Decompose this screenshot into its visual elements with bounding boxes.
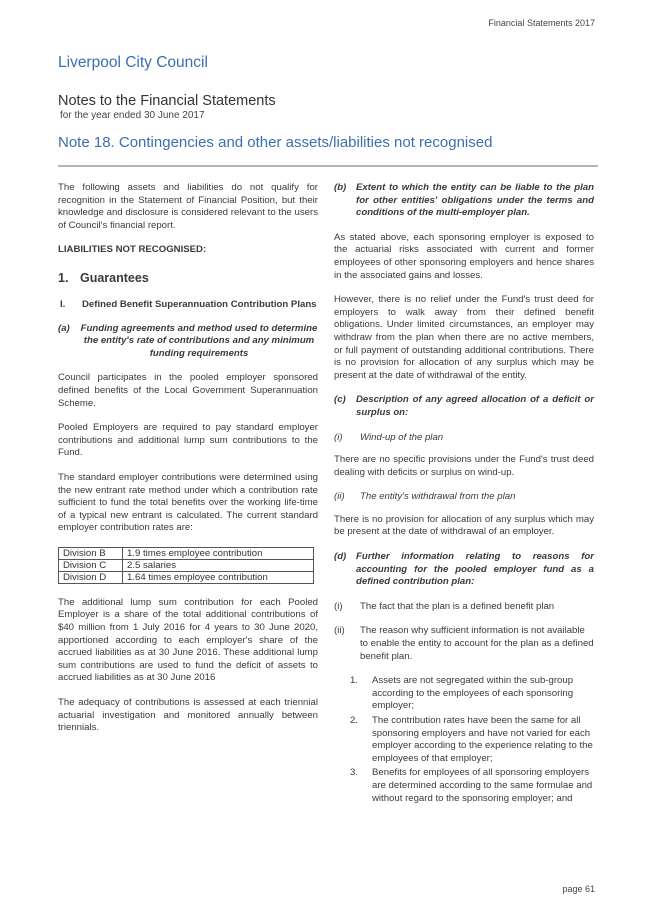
subheading-c-i-title: Wind-up of the plan [360,431,444,443]
page-number: page 61 [562,884,595,894]
list-item [350,715,594,765]
period-subtitle: for the year ended 30 June 2017 [60,110,205,121]
heading-a-label: (a) [58,322,70,334]
heading-d-label: (d) [334,551,347,563]
item-d-ii-text: The reason why sufficient information is not available to enable the entity to account for the plan as a defined benefit plan. [360,625,594,662]
paragraph: As stated above, each sponsoring employer is exposed to the actuarial risks associated with current and former employees of other sponsoring employers and hence shares in the associated gains and losses. [334,231,594,281]
paragraph: However, there is no relief under the Fund's trust deed for employers to walk away from their defined benefit obligations. Under limited circumstances, an employer may withdraw from the plan when there are no active members, or full payment of outstanding additional contributions. There is no provision for allocation of any surplus which may be present at the date of withdrawal of the entity. [334,294,594,381]
list-item-text: The contribution rates have been the same for all sponsoring employers and have not varied for each employer according to the experience relating to the employees of that employer; [372,715,593,764]
item-d-i [334,601,594,614]
subsection-number: I. [60,298,66,310]
rate-cell: 1.64 times employee contribution [123,571,314,583]
heading-d-title: Further information relating to reasons for accounting for the pooled employer fund as a defined contribution plan: [356,551,594,588]
notes-title: Notes to the Financial Statements [58,93,276,109]
item-d-i-label: (i) [334,600,343,612]
right-column [334,182,594,807]
rate-cell: 2.5 salaries [123,559,314,571]
heading-c-title: Description of any agreed allocation of a deficit or surplus on: [356,394,594,418]
subheading-c-i [334,432,594,445]
table-row [59,547,314,559]
division-cell: Division C [59,559,123,571]
paragraph: The adequacy of contributions is assessed at each triennial actuarial investigation and monitored annually between triennials. [58,697,318,734]
rate-cell: 1.9 times employee contribution [123,547,314,559]
heading-b-title: Extent to which the entity can be liable to the plan for other entities' obligations under the terms and conditions of the multi-employer plan. [356,182,594,219]
division-cell: Division D [59,571,123,583]
document-label: Financial Statements 2017 [488,18,595,28]
subheading-c-ii-title: The entity's withdrawal from the plan [360,491,516,503]
section-number: 1. [58,270,69,285]
list-item-number: 3. [350,767,359,779]
section-heading [58,272,318,285]
list-item-number: 1. [350,675,359,687]
list-item-number: 2. [350,715,359,726]
note-heading: Note 18. Contingencies and other assets/liabilities not recognised [58,134,493,151]
item-d-ii-label: (ii) [334,625,345,637]
paragraph: There is no provision for allocation of any surplus which may be present at the date of withdrawal of an employer. [334,513,594,538]
paragraph: The additional lump sum contribution for each Pooled Employer is a share of the total additional contributions of $40 million from 1 July 2016 for 4 years to 30 June 2020, apportioned according to each employer's share of the accrued liabilities as at 30 June 2016. These additional lump sum contributions are used to fund the deficit of assets to accrued liabilities as at 30 June 2016 [58,596,318,684]
liabilities-heading: LIABILITIES NOT RECOGNISED: [58,244,207,256]
item-d-i-text: The fact that the plan is a defined benefit plan [360,600,555,612]
paragraph: Pooled Employers are required to pay standard employer contributions and additional lump sum contributions to the Fund. [58,422,318,459]
list-item-text: Benefits for employees of all sponsoring employers are determined according to the same formulae and without regard to the sponsoring employer; and [372,767,593,804]
heading-d [334,551,594,589]
list-item [350,767,594,805]
paragraph: The standard employer contributions were determined using the new entrant rate method under which a contribution rate sufficient to fund the total benefits over the working life-time of a typical new entrant is calculated. The current standard employer contribution rates are: [58,471,318,534]
council-name: Liverpool City Council [58,54,208,71]
intro-paragraph: The following assets and liabilities do not qualify for recognition in the Statement of Financial Position, but their knowledge and disclosure is considered relevant to the users of Council's financial report. [58,182,318,231]
item-d-ii [334,625,594,663]
heading-a [58,323,318,361]
table-row [59,559,314,571]
subheading-c-i-label: (i) [334,431,343,443]
heading-c-label: (c) [334,394,346,406]
paragraph: There are no specific provisions under the Fund's trust deed dealing with deficits or surplus on wind-up. [334,454,594,478]
numbered-list [350,675,594,805]
subheading-c-ii-label: (ii) [334,491,345,503]
heading-a-title: Funding agreements and method used to determine the entity's rate of contributions and any minimum funding requirements [80,322,318,359]
heading-b-label: (b) [334,182,347,193]
subsection-title: Defined Benefit Superannuation Contribution Plans [82,298,317,310]
heading-b [334,182,594,220]
subheading-c-ii [334,491,594,504]
left-column [58,182,318,747]
heading-divider [58,165,598,167]
subsection-heading [58,299,318,311]
list-item-text: Assets are not segregated within the sub-group according to the employees of each sponsoring employer; [372,675,574,712]
section-title: Guarantees [80,270,149,285]
division-cell: Division B [59,547,123,559]
paragraph: Council participates in the pooled employer sponsored defined benefits of the Local Government Superannuation Scheme. [58,372,318,409]
contribution-rates-table [58,547,314,584]
table-row [59,571,314,583]
list-item [350,675,594,713]
heading-c [334,394,594,419]
